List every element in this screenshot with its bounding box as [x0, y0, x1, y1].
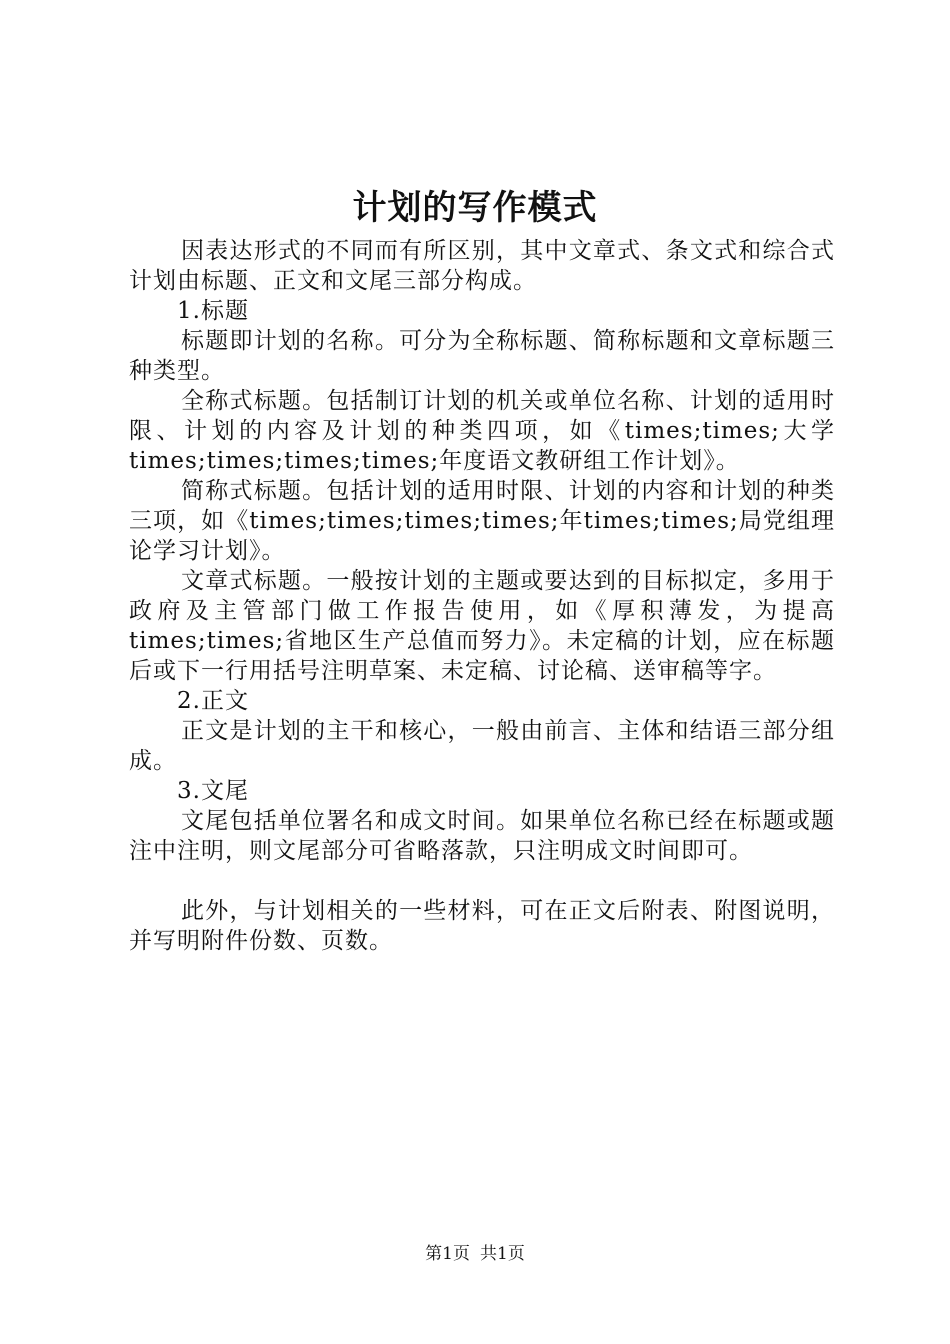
paragraph-ending: 文尾包括单位署名和成文时间。如果单位名称已经在标题或题注中注明，则文尾部分可省略落款，只注明成文时间即可。: [129, 808, 835, 864]
document-body: [129, 236, 835, 956]
page-footer: [0, 1242, 950, 1266]
paragraph-attachments: 此外，与计划相关的一些材料，可在正文后附表、附图说明，并写明附件份数、页数。: [129, 898, 835, 954]
page-total: 共1页: [480, 1244, 525, 1264]
paragraph-short-title: 简称式标题。包括计划的适用时限、计划的内容和计划的种类三项，如《times;times;times;times;年times;times;局党组理论学习计划》。: [129, 478, 835, 564]
section-heading-body: 2.正文: [177, 688, 249, 714]
paragraph-full-title: 全称式标题。包括制订计划的机关或单位名称、计划的适用时限、计划的内容及计划的种类四项，如《times;times;大学times;times;times;times;年度语文教研组工作计划》。: [129, 388, 835, 474]
intro-paragraph: 因表达形式的不同而有所区别，其中文章式、条文式和综合式计划由标题、正文和文尾三部分构成。: [129, 238, 835, 294]
page-number: 第1页: [425, 1244, 470, 1264]
section-heading-ending: 3.文尾: [177, 778, 249, 804]
document-title: 计划的写作模式: [352, 188, 598, 228]
paragraph-article-title: 文章式标题。一般按计划的主题或要达到的目标拟定，多用于政府及主管部门做工作报告使用，如《厚积薄发，为提高times;times;省地区生产总值而努力》。未定稿的计划，应在标题后或下一行用括号注明草案、未定稿、讨论稿、送审稿等字。: [129, 568, 835, 684]
section-heading-title: 1.标题: [177, 298, 249, 324]
paragraph-body: 正文是计划的主干和核心，一般由前言、主体和结语三部分组成。: [129, 718, 835, 774]
paragraph-title-definition: 标题即计划的名称。可分为全称标题、简称标题和文章标题三种类型。: [129, 328, 835, 384]
